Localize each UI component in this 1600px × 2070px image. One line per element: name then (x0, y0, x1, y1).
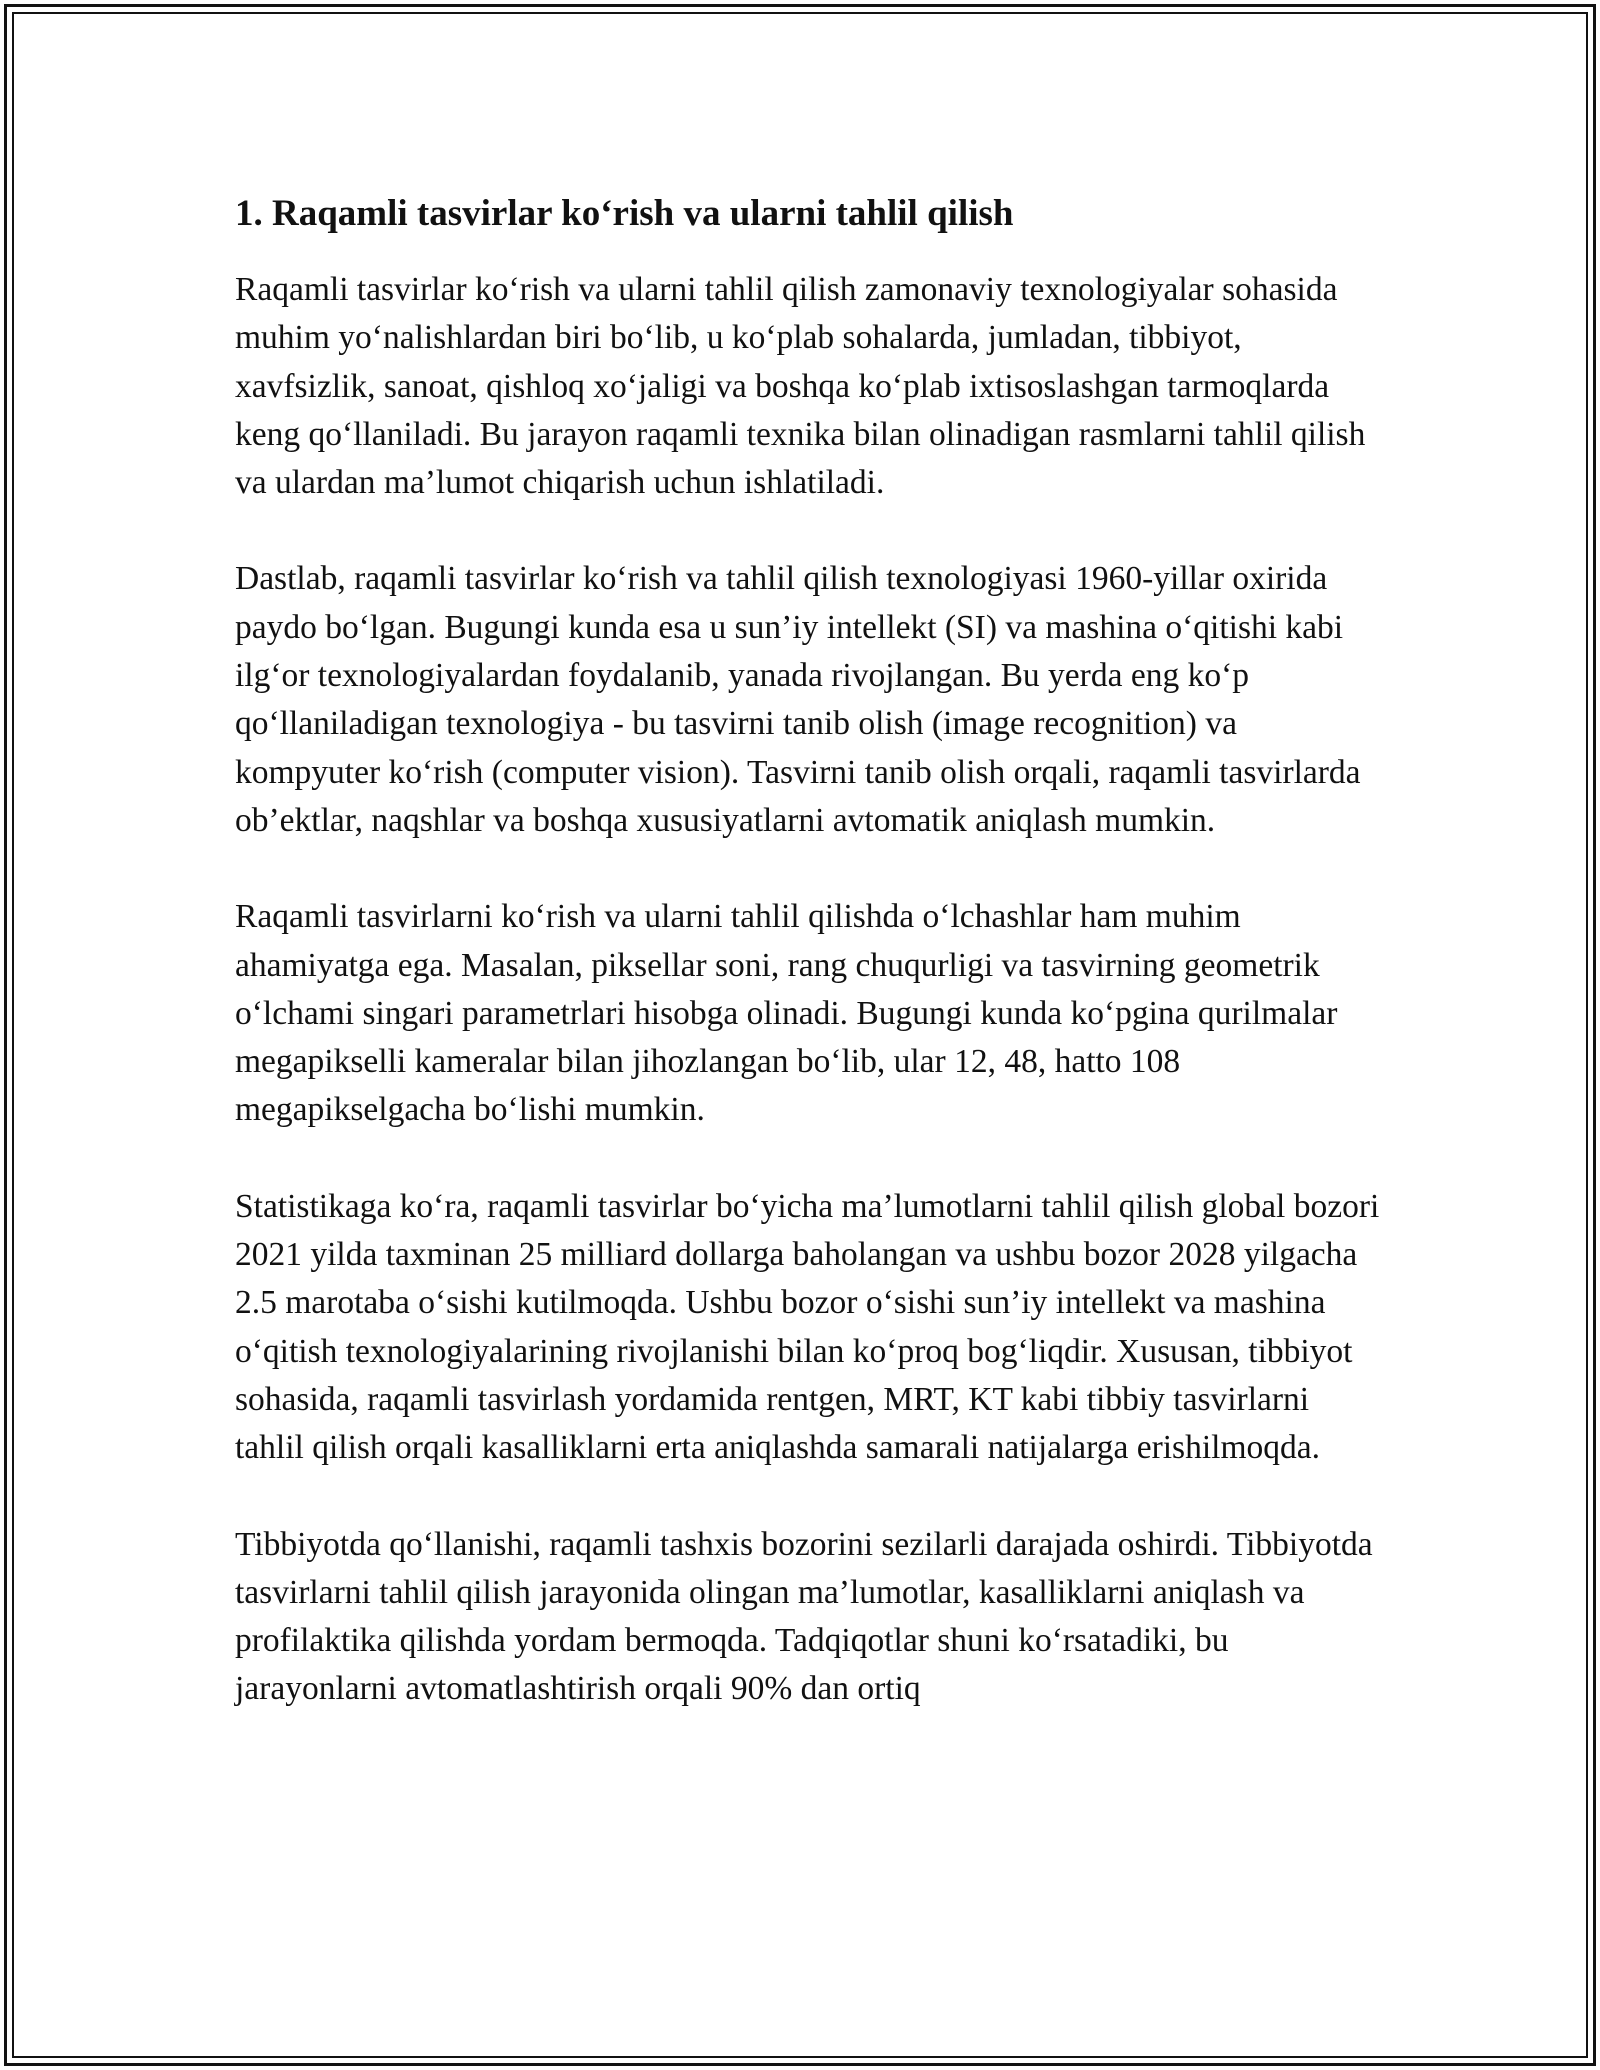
paragraph-medicine: Tibbiyotda qo‘llanishi, raqamli tashxis bozorini sezilarli darajada oshirdi. Tibbiyotda tasvirlarni tahlil qilish jarayonida olingan ma’lumotlar, kasalliklarni aniqlash va profilaktika qilishda yordam bermoqda. Tadqiqotlar shuni ko‘rsatadiki, bu jarayonlarni avtomatlashtirish orqali 90% dan ortiq (235, 1525, 1373, 1708)
paragraph-intro: Raqamli tasvirlar ko‘rish va ularni tahlil qilish zamonaviy texnologiyalar sohasida muhim yo‘nalishlardan biri bo‘lib, u ko‘plab sohalarda, jumladan, tibbiyot, xavfsizlik, sanoat, qishloq xo‘jaligi va boshqa ko‘plab ixtisoslashgan tarmoqlarda keng qo‘llaniladi. Bu jarayon raqamli texnika bilan olinadigan rasmlarni tahlil qilish va ulardan ma’lumot chiqarish uchun ishlatiladi. (235, 271, 1366, 502)
section-heading: 1. Raqamli tasvirlar ko‘rish va ularni tahlil qilish (235, 193, 1014, 234)
paragraph-measurements: Raqamli tasvirlarni ko‘rish va ularni tahlil qilishda o‘lchashlar ham muhim ahamiyatga ega. Masalan, piksellar soni, rang chuqurligi va tasvirning geometrik o‘lchami singari parametrlari hisobga olinadi. Bugungi kunda ko‘pgina qurilmalar megapikselli kameralar bilan jihozlangan bo‘lib, ular 12, 48, hatto 108 megapikselgacha bo‘lishi mumkin. (235, 898, 1338, 1129)
paragraph-statistics: Statistikaga ko‘ra, raqamli tasvirlar bo‘yicha ma’lumotlarni tahlil qilish global bozori 2021 yilda taxminan 25 milliard dollarga baholangan va ushbu bozor 2028 yilgacha 2.5 marotaba o‘sishi kutilmoqda. Ushbu bozor o‘sishi sun’iy intellekt va mashina o‘qitish texnologiyalarining rivojlanishi bilan ko‘proq bog‘liqdir. Xususan, tibbiyot sohasida, raqamli tasvirlash yordamida rentgen, MRT, KT kabi tibbiy tasvirlarni tahlil qilish orqali kasalliklarni erta aniqlashda samarali natijalarga erishilmoqda. (235, 1187, 1380, 1467)
document-body (235, 186, 1385, 1762)
paragraph-history: Dastlab, raqamli tasvirlar ko‘rish va tahlil qilish texnologiyasi 1960-yillar oxirida paydo bo‘lgan. Bugungi kunda esa u sun’iy intellekt (SI) va mashina o‘qitishi kabi ilg‘or texnologiyalardan foydalanib, yanada rivojlangan. Bu yerda eng ko‘p qo‘llaniladigan texnologiya - bu tasvirni tanib olish (image recognition) va kompyuter ko‘rish (computer vision). Tasvirni tanib olish orqali, raqamli tasvirlarda ob’ektlar, naqshlar va boshqa xususiyatlarni avtomatik aniqlash mumkin. (235, 560, 1361, 839)
